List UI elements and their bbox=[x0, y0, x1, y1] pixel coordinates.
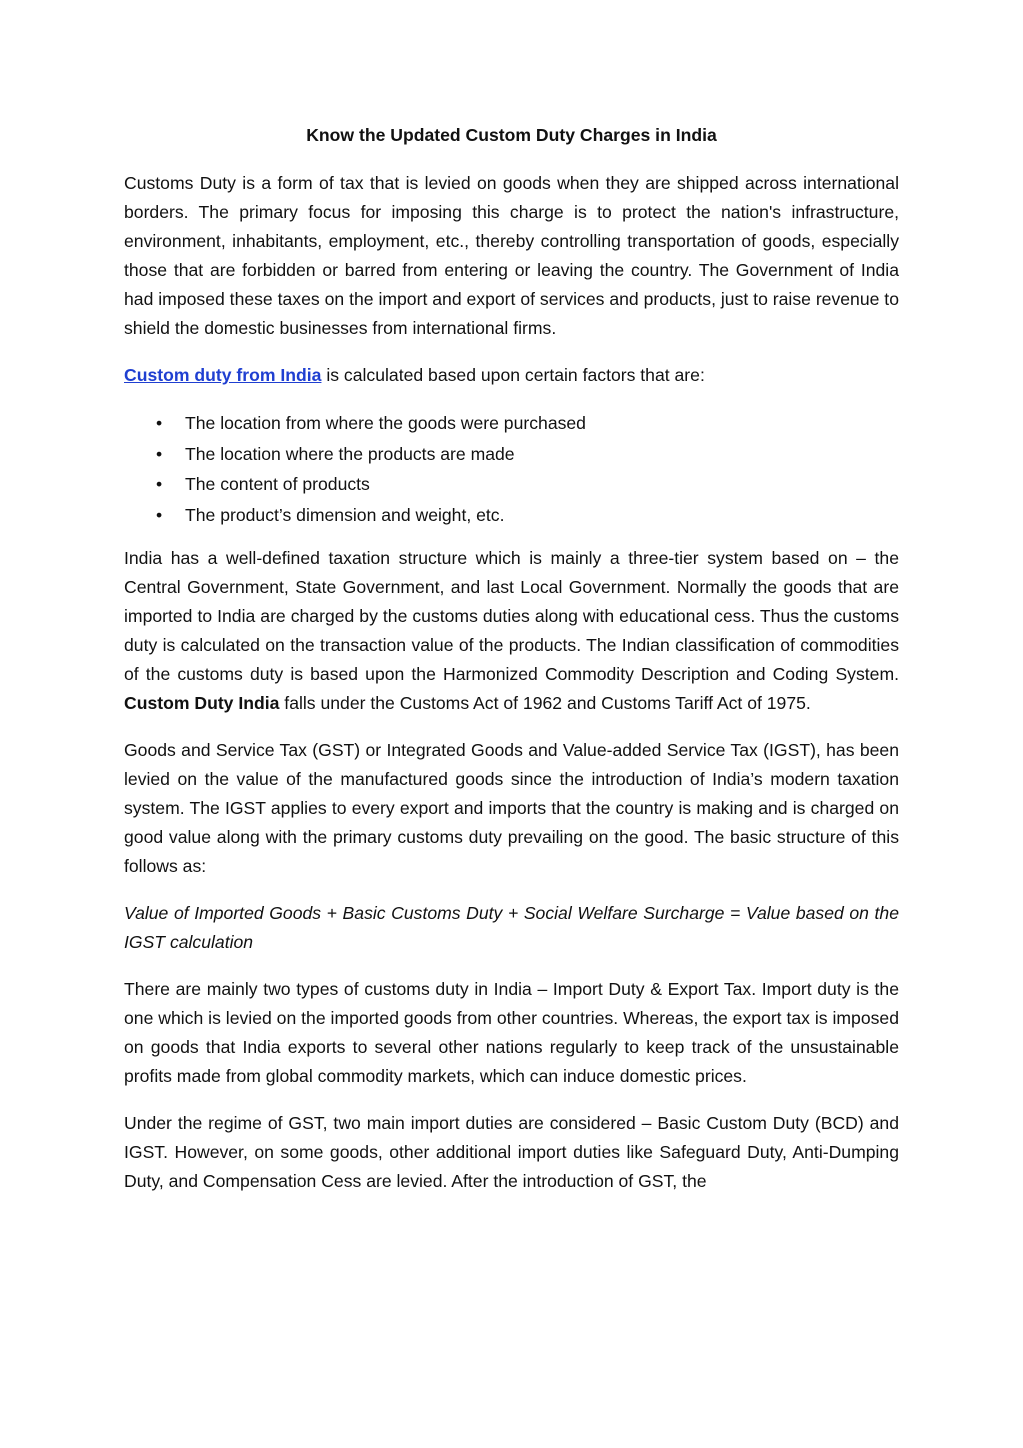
list-item-text: The product’s dimension and weight, etc. bbox=[185, 504, 505, 525]
bullet-icon: • bbox=[156, 474, 163, 494]
gst-paragraph: Goods and Service Tax (GST) or Integrated Goods and Value-added Service Tax (IGST), has been levied on the value of the manufactured goods since the introduction of India’s modern taxation system. The IGST applies to every export and imports that the country is making and is charged on good value along with the primary customs duty prevailing on the good. The basic structure of this follows as: bbox=[124, 740, 899, 876]
list-item bbox=[124, 469, 899, 500]
document-page bbox=[124, 122, 899, 1214]
igst-formula: Value of Imported Goods + Basic Customs Duty + Social Welfare Surcharge = Value based on the IGST calculation bbox=[124, 903, 899, 952]
list-item-text: The content of products bbox=[185, 474, 370, 494]
custom-duty-india-bold: Custom Duty India bbox=[124, 693, 280, 713]
custom-duty-link[interactable]: Custom duty from India bbox=[124, 365, 322, 385]
list-item-text: The location where the products are made bbox=[185, 443, 515, 464]
list-item-text: The location from where the goods were purchased bbox=[185, 413, 586, 433]
factors-intro-text: is calculated based upon certain factors that are: bbox=[321, 365, 705, 385]
taxation-structure-paragraph bbox=[124, 544, 899, 718]
factors-intro-paragraph bbox=[124, 361, 899, 390]
factors-list bbox=[124, 408, 899, 530]
bullet-icon: • bbox=[156, 504, 163, 525]
gst-regime-paragraph: Under the regime of GST, two main import duties are considered – Basic Custom Duty (BCD) and IGST. However, on some goods, other additional import duties like Safeguard Duty, Anti-Dumping Duty, and Compensation Cess are levied. After the introduction of GST, the bbox=[124, 1113, 899, 1191]
bullet-icon: • bbox=[156, 443, 163, 464]
list-item bbox=[124, 439, 899, 470]
taxation-structure-text: India has a well-defined taxation structure which is mainly a three-tier system based on – the Central Government, State Government, and last Local Government. Normally the goods that are imported to India are charged by the customs duties along with educational cess. Thus the customs duty is calculated on the transaction value of the products. The Indian classification of commodities of the customs duty is based upon the Harmonized Commodity Description and Coding System. bbox=[124, 548, 899, 684]
customs-act-text: falls under the Customs Act of 1962 and Customs Tariff Act of 1975. bbox=[279, 693, 811, 713]
list-item bbox=[124, 500, 899, 531]
duty-types-paragraph: There are mainly two types of customs duty in India – Import Duty & Export Tax. Import duty is the one which is levied on the imported goods from other countries. Whereas, the export tax is imposed on goods that India exports to several other nations regularly to keep track of the unsustainable profits made from global commodity markets, which can induce domestic prices. bbox=[124, 979, 899, 1086]
list-item bbox=[124, 408, 899, 439]
intro-paragraph: Customs Duty is a form of tax that is levied on goods when they are shipped across international borders. The primary focus for imposing this charge is to protect the nation's infrastructure, environment, inhabitants, employment, etc., thereby controlling transportation of goods, especially those that are forbidden or barred from entering or leaving the country. The Government of India had imposed these taxes on the import and export of services and products, just to raise revenue to shield the domestic businesses from international firms. bbox=[124, 173, 899, 338]
bullet-icon: • bbox=[156, 413, 163, 433]
document-title: Know the Updated Custom Duty Charges in India bbox=[306, 125, 717, 145]
